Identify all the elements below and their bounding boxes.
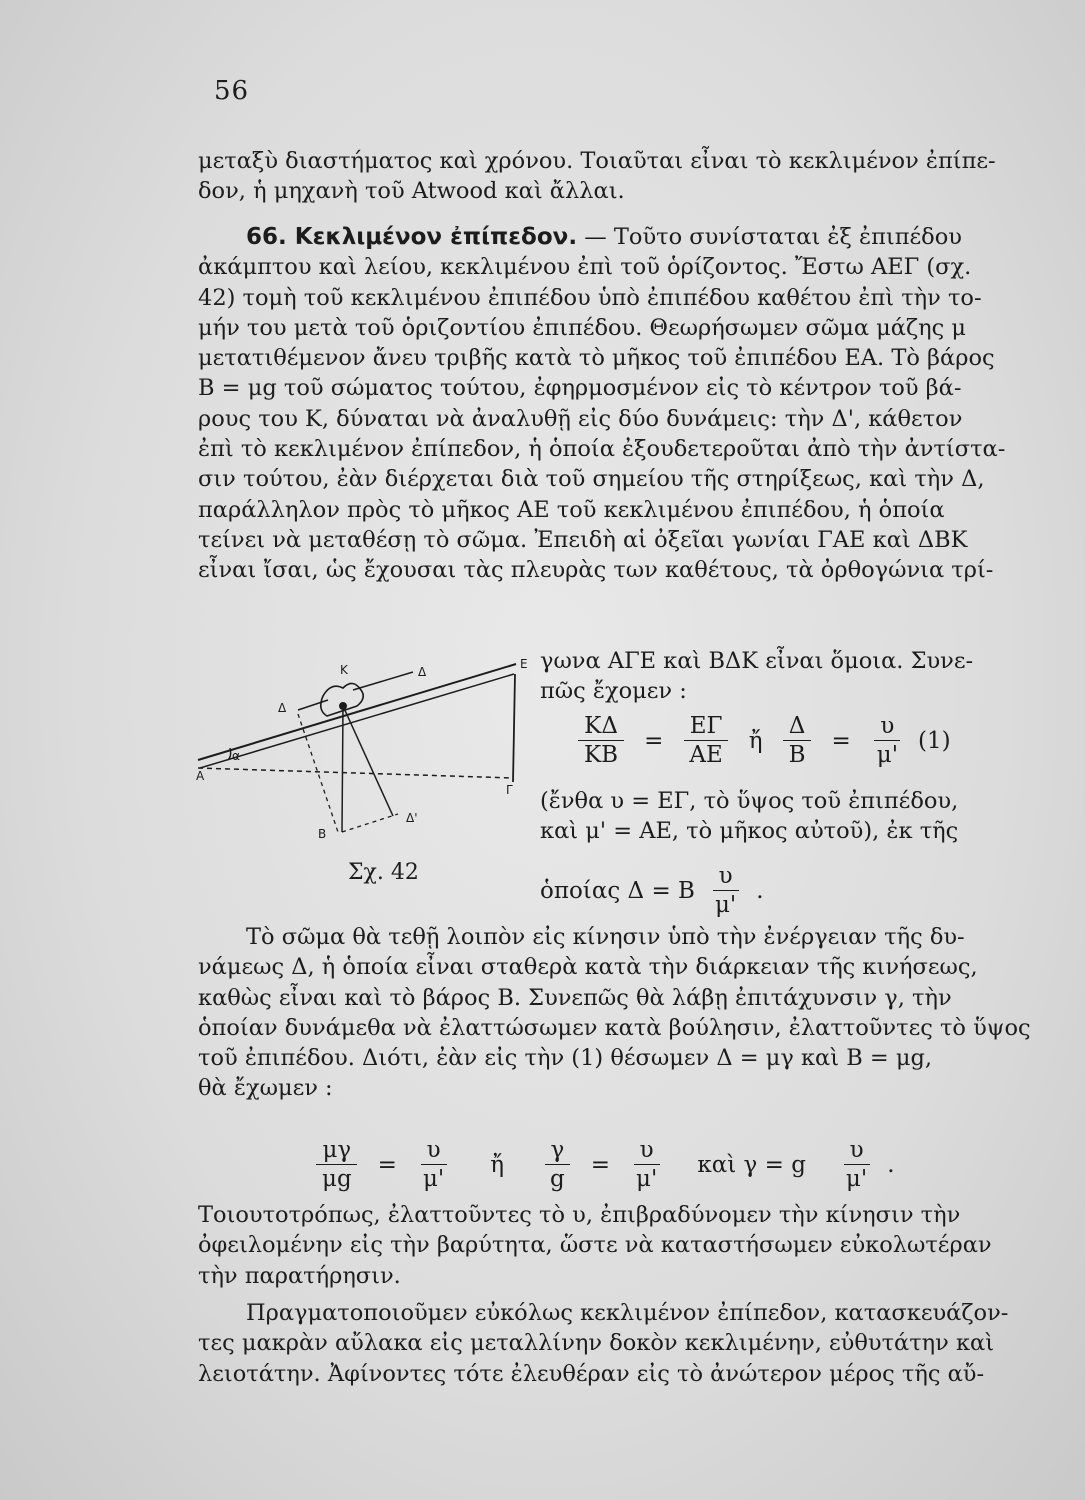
text-line: Τὸ σῶμα θὰ τεθῇ λοιπὸν εἰς κίνησιν ὑπὸ τὴν ἐνέργειαν τῆς δυ- xyxy=(246,924,965,950)
text-line: τὴν παρατήρησιν. xyxy=(198,1262,401,1289)
text-line: ἐπὶ τὸ κεκλιμένον ἐπίπεδον, ἡ ὁποία ἐξουδετεροῦται ἀπὸ τὴν ἀντίστα- xyxy=(198,436,1006,463)
text-line: μήν του μετὰ τοῦ ὁριζοντίου ἐπιπέδου. Θεωρήσωμεν σῶμα μάζης μ xyxy=(198,314,967,341)
formula-explanation xyxy=(540,786,1050,847)
label-alpha: α xyxy=(232,749,240,763)
fraction: $\frac{K\Delta}{KB}$ xyxy=(578,712,624,769)
text-line: μεταξὺ διαστήματος καὶ χρόνου. Τοιαῦται εἶναι τὸ κεκλιμένον ἐπίπε- xyxy=(198,148,996,174)
figure-42 xyxy=(188,656,533,886)
dashed-projection xyxy=(298,714,338,832)
text-line: Τοιουτοτρόπως, ἐλαττοῦντες τὸ υ, ἐπιβραδύνομεν τὴν κίνησιν τὴν xyxy=(198,1202,961,1228)
text-line: ρους του Κ, δύναται νὰ ἀναλυθῇ εἰς δύο δυνάμεις: τὴν Δ', κάθετον xyxy=(198,405,963,432)
text-line: καὶ μ' = ΑΕ, τὸ μῆκος αὐτοῦ), ἐκ τῆς xyxy=(540,818,959,845)
fraction: $\frac{\upsilon}{\mu'}$ xyxy=(417,1136,450,1193)
section-heading: 66. Κεκλιμένον ἐπίπεδον. xyxy=(246,224,578,250)
label-D1: Δ xyxy=(418,665,427,679)
text-line: πῶς ἔχομεν : xyxy=(540,678,687,705)
text-line: σιν τούτου, ἐὰν διέρχεται διὰ τοῦ σημείου τῆς στηρίξεως, καὶ τὴν Δ, xyxy=(198,466,985,493)
fraction: $\frac{\upsilon}{\mu'}$ xyxy=(630,1136,663,1193)
force-vector-D xyxy=(298,700,328,710)
label-K: Κ xyxy=(340,663,348,677)
text-line: Πραγματοποιοῦμεν εὐκόλως κεκλιμένον ἐπίπεδον, κατασκευάζον- xyxy=(246,1300,1009,1326)
paragraph-realization xyxy=(198,1298,1048,1389)
paragraph-conclusion xyxy=(198,1200,1048,1291)
text-line: καθὼς εἶναι καὶ τὸ βάρος Β. Συνεπῶς θὰ λάβῃ ἐπιτάχυνσιν γ, τὴν xyxy=(198,984,952,1011)
text-line: μετατιθέμενον ἄνευ τριβῆς κατὰ τὸ μῆκος τοῦ ἐπιπέδου ΕΑ. Τὸ βάρος xyxy=(198,345,995,372)
text-line: Β = μg τοῦ σώματος τούτου, ἐφηρμοσμένον εἰς τὸ κέντρον τοῦ βά- xyxy=(198,375,962,402)
right-column-text xyxy=(540,646,1050,707)
text-line: (ἔνθα υ = ΕΓ, τὸ ὕψος τοῦ ἐπιπέδου, xyxy=(540,788,959,814)
formula-3: $\frac{\mu\gamma}{\mu g}$ = $\frac{\upsilon}{\mu'}$ ἤ $\frac{\gamma}{g}$ = $\frac{\upsilon}{\mu'}$ καὶ γ = g $\frac{\upsilon}{\mu'}$ . xyxy=(312,1136,895,1193)
height-line-EG xyxy=(513,674,515,782)
formula-1: $\frac{K\Delta}{KB}$ = $\frac{E\Gamma}{AE}$ ἤ $\frac{\Delta}{B}$ = $\frac{\upsilon}{\mu'}$ (1) xyxy=(574,712,951,769)
label-A: Α xyxy=(196,769,205,783)
fraction: $\frac{\Delta}{B}$ xyxy=(783,712,812,769)
fraction: $\frac{\gamma}{g}$ xyxy=(544,1136,571,1193)
text-line: γωνα ΑΓΕ καὶ ΒΔΚ εἶναι ὅμοια. Συνε- xyxy=(540,648,974,674)
text-line: παράλληλον πρὸς τὸ μῆκος ΑΕ τοῦ κεκλιμένου ἐπιπέδου, ἡ ὁποία xyxy=(198,496,945,523)
inclined-plane-diagram xyxy=(188,656,533,886)
text-line: λειοτάτην. Ἀφίνοντες τότε ἐλευθέραν εἰς τὸ ἀνώτερον μέρος τῆς αὔ- xyxy=(198,1360,985,1387)
label-B: Β xyxy=(318,827,327,841)
figure-caption: Σχ. 42 xyxy=(348,860,419,885)
text-line: τείνει νὰ μεταθέσῃ τὸ σῶμα. Ἐπειδὴ αἱ ὀξεῖαι γωνίαι ΓΑΕ καὶ ΔΒΚ xyxy=(198,526,968,553)
text-line: εἶναι ἴσαι, ὡς ἔχουσαι τὰς πλευρὰς των καθέτους, τὰ ὀρθογώνια τρί- xyxy=(198,557,994,584)
paragraph-motion xyxy=(198,922,1048,1104)
label-Dprime: Δ' xyxy=(406,811,418,825)
text-line: τες μακρὰν αὔλακα εἰς μεταλλίνην δοκὸν κεκλιμένην, εὐθυτάτην καὶ xyxy=(198,1330,995,1357)
text-line: νάμεως Δ, ἡ ὁποία εἶναι σταθερὰ κατὰ τὴν διάρκειαν τῆς κινήσεως, xyxy=(198,954,978,981)
text-line: θὰ ἔχωμεν : xyxy=(198,1075,333,1102)
text-line: ὀφειλομένην εἰς τὴν βαρύτητα, ὥστε νὰ καταστήσωμεν εὐκολωτέραν xyxy=(198,1232,992,1259)
text-line: τοῦ ἐπιπέδου. Διότι, ἐὰν εἰς τὴν (1) θέσωμεν Δ = μγ καὶ Β = μg, xyxy=(198,1045,933,1072)
plane-line-AE xyxy=(198,664,516,760)
fraction: $\frac{\upsilon}{\mu'}$ xyxy=(709,862,742,919)
equation-tag: (1) xyxy=(918,727,951,754)
fraction: $\frac{\upsilon}{\mu'}$ xyxy=(840,1136,873,1193)
text-line: — Τοῦτο συνίσταται ἐξ ἐπιπέδου xyxy=(584,224,962,250)
text-line: 42) τομὴ τοῦ κεκλιμένου ἐπιπέδου ὑπὸ ἐπιπέδου καθέτου ἐπὶ τὴν το- xyxy=(198,284,982,311)
dashed-projection-2 xyxy=(342,814,398,832)
label-E: Ε xyxy=(520,657,528,671)
section-66 xyxy=(198,222,1048,586)
text-line: ὁποίαν δυνάμεθα νὰ ἐλαττώσωμεν κατὰ βούλησιν, ἐλαττοῦντες τὸ ὕψος xyxy=(198,1014,1031,1041)
paragraph-intro xyxy=(198,146,1048,207)
weight-vector-B xyxy=(342,706,343,832)
fraction: $\frac{\mu\gamma}{\mu g}$ xyxy=(316,1136,358,1193)
label-D: Δ xyxy=(278,701,287,715)
page-number: 56 xyxy=(214,76,250,106)
normal-vector xyxy=(343,706,393,816)
formula-2: ὁποίας Δ = Β $\frac{\upsilon}{\mu'}$ . xyxy=(540,863,764,918)
base-line-AG xyxy=(198,768,513,778)
fraction: $\frac{\upsilon}{\mu'}$ xyxy=(871,712,904,769)
label-G: Γ xyxy=(506,783,513,797)
text-line: δον, ἡ μηχανὴ τοῦ Atwood καὶ ἄλλαι. xyxy=(198,178,625,205)
fraction: $\frac{E\Gamma}{AE}$ xyxy=(683,712,728,769)
force-vector-D1 xyxy=(353,672,413,690)
text-line: ἀκάμπτου καὶ λείου, κεκλιμένου ἐπὶ τοῦ ὁρίζοντος. Ἔστω ΑΕΓ (σχ. xyxy=(198,254,972,281)
